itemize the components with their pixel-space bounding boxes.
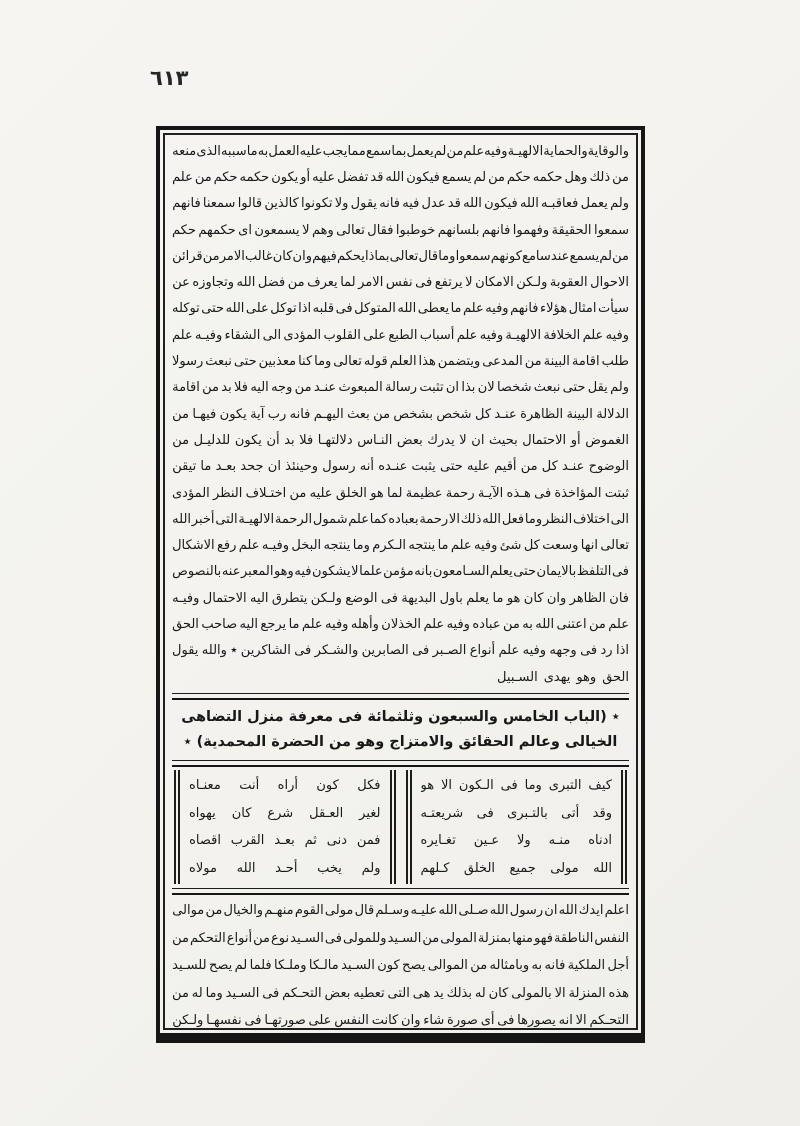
text-line: علم من اعتنى الله به من عباده وفيه علم الخذلان وأهله وفيه علم ما يرجع اليه صاحب الحق xyxy=(172,616,629,632)
chapter-heading-line: الخيالى وعالم الحقائق والامتزاج وهو من الحضرة المحمدية) ٭ xyxy=(183,734,618,751)
text-line: ثبتت المؤاخذة فى هـذه الآيـة رحمة عظيمة لما هو الخلق عليه من اختـلاف النظر المؤدى xyxy=(172,485,629,501)
text-line: الى اختلاف النظر وما فعل الله ذلك الا رحمة بعباده كما علم شمول الرحمة الالهيـة التى أخبر الله xyxy=(172,511,629,527)
bottom-text-block xyxy=(172,897,629,1035)
text-line: من ذلك وهل حكمه حكم من لم يسمع فيكون الله قد تفضل عليه أو يكون حكمه حكم من علم xyxy=(172,169,629,185)
text-line: الاحوال العقوبة ولـكن الامكان لا يرتفع فى نفس الامر لما يعرف من فضل الله وتجاوزه عن xyxy=(172,275,629,291)
section-divider xyxy=(172,693,629,700)
text-line: والوقاية والحماية الالهيـة وفيه علم من لم يعمل بما سمع مما يجب عليه العمل به ما سببه الذى منعه xyxy=(172,143,629,159)
chapter-heading xyxy=(172,702,629,757)
text-line: فى التلفظ بالايمان حتى يعلم السـامعون بانه مؤمن علما لا يشكون فيه وهو المعبر عنه بالنصوص xyxy=(172,564,629,580)
poem-verse: ولم يخب أحـد الله مولاه xyxy=(189,860,381,876)
poem-verse: وقد أتى بالتـبرى فى شريعتـه xyxy=(420,805,612,821)
text-line: الدلالة البينة الظاهرة عنـد كل شخص بشخص من بعث اليهـم فانه رب آية يكون فيهـا من xyxy=(172,406,629,422)
text-line: هذه المنزلة الا بالمولى كان له بذلك يد هى التى تعطيه بعض التحـكم فى السـيد وما له من xyxy=(172,985,629,1001)
text-line: ولم يعمل فعاقبـه الله فيكون الله قد عدل فيه فانه يقول ولا تكونوا كالذين قالوا سمعنا فانهم xyxy=(172,196,629,212)
text-line: اذا رد فى وجهه وفيه علم أنواع الصـبر فى الصابرين والشـكر فى الشاكرين ٭ والله يقول xyxy=(172,643,629,659)
text-line: الحق وهو يهدى السـبيل xyxy=(497,669,629,685)
text-line: سيأت امثال هؤلاء فانهم وفيه علم ما يعطى الله المتوكل فى قلبه اذا توكل على الله حتى توكله xyxy=(172,301,629,317)
main-text-block xyxy=(172,138,629,690)
text-line: وفيه علم الخلافة الالهيـة وفيه علم أسباب الطبع على القلوب المؤدى الى الشقاء وفيـه علم xyxy=(172,327,629,343)
section-divider xyxy=(172,760,629,767)
text-line: الوضوح عنـد كل من أقيم عليه حتى يثبت عنـده أنه رسول وحينئذ ان جحد بعـد ما تيقن xyxy=(172,459,629,475)
section-divider xyxy=(172,888,629,895)
text-line: الغموض أو الاحتمال بحيث ان لا يدرك بعض النـاس دلالتهـا فلا بد أن يكون للدليـل من xyxy=(172,432,629,448)
text-line: فان الظاهر وان كان هو ما يعلم باول البديهة فى الوضع ولـكن يتطرق اليه الاحتمال وفيـه xyxy=(172,590,629,606)
poem-verse: لغير العـقل شرع كان يهواه xyxy=(189,805,381,821)
text-line: اعلم ايدك الله ان رسول الله صـلى الله عليـه وسـلم قال مولى القوم منهـم والخيال من موالى xyxy=(172,903,629,919)
poem-verse: فمن دنى ثم بعـد القرب اقصاه xyxy=(189,833,381,849)
text-line: سمعوا الحقيقة وفهموا فانهم بلسانهم خوطبوا فقال تعالى وهم لا يسمعون اى حكمهم حكم xyxy=(172,222,629,238)
poem-column-divider xyxy=(396,770,406,884)
text-line: النفس الناطقة فهو منها بمنزلة المولى من السـيد وللمولى فى السـيد نوع من أنواع التحكم من xyxy=(172,930,629,946)
poem-column-second xyxy=(174,770,396,884)
manuscript-frame-inner xyxy=(163,133,638,1030)
poem-column-first xyxy=(406,770,628,884)
text-line: طلب اقامة البينة من المدعى ويتضمن هذا العلم قوله تعالى وما كنا معذبين حتى نبعث رسولا xyxy=(172,354,629,370)
page-number: ٦١٣ xyxy=(150,66,189,90)
text-line: التحـكم الا انه يصورها فى أى صورة شاء وان كانت النفس على صورتهـا فى نفسهـا ولـكن xyxy=(172,1013,629,1029)
text-line: ولم يقل حتى نبعث شخصا لان بذا ان تثبت رسالة المبعوث عنـد من وجه اليه فلا بد من اقامة xyxy=(172,380,629,396)
poem-verse: ادناه منـه ولا عـين تغـايره xyxy=(420,833,612,849)
poem-verse: الله مولى جميع الخلق كـلهم xyxy=(420,860,612,876)
poem-verse: كيف التبرى وما فى الـكون الا هو xyxy=(420,778,612,794)
chapter-heading-line: ٭ (الباب الخامس والسبعون وثلثمائة فى معرفة منزل التضاهى xyxy=(181,709,620,726)
text-line: تعالى انها وسعت كل شئ وفيه علم ما ينتجه الـكرم وما ينتجه البخل وفيـه علم رفع الاشكال xyxy=(172,538,629,554)
manuscript-frame-outer xyxy=(156,126,645,1043)
poem-verse: فكل كون أراه أنت معنـاه xyxy=(189,778,381,794)
poem-block xyxy=(172,769,629,885)
text-line: أجل الملكية فانه به وبامثاله من الموالى يصح كون السـيد مالـكا وملـكا فلما لم يصح للسـيد xyxy=(172,958,629,974)
text-line: من لم يسمع عند سامع كونهم سمعوا وما قال تعالى بماذا يحكم فيهم وان كان غالب الامر من قرائن xyxy=(172,248,629,264)
